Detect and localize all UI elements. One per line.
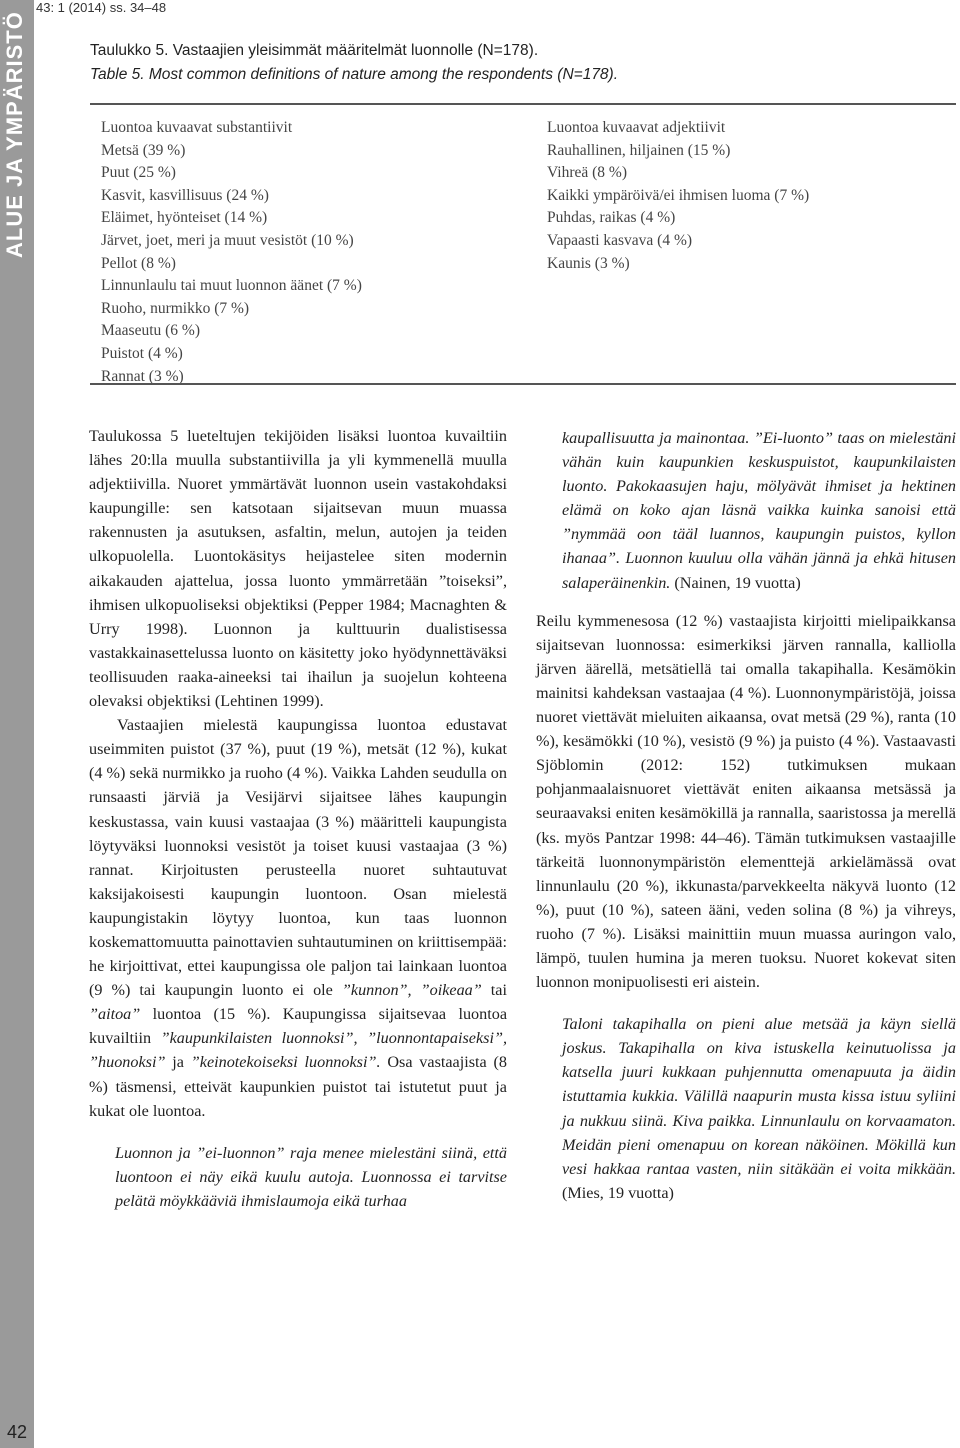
text-run: ja (165, 1053, 191, 1072)
table-cell: Metsä (39 %) (101, 141, 186, 159)
table-caption-en: Table 5. Most common definitions of nature among the respondents (N=178). (90, 66, 619, 83)
table-cell: Rauhallinen, hiljainen (15 %) (547, 141, 731, 159)
paragraph: Reilu kymmenesosa (12 %) vastaajista kirjoitti mielipaikkansa sijaitsevan luonnossa: esimerkiksi järven rannalla, kalliolla järven äärellä, metsätiellä tai omalla takapihalla. Kesämökin mainitsi kahdeksan vastaajaa (4 %). Luonnonympäristöjä, joissa nuoret viettävät mieluiten aikaansa, ovat metsä (29 %), ranta (10 %), kesämökki (10 %), vesistö (9 %) ja puisto (4 %). Vastaavasti Sjöblomin (2012: 152) tutkimuksen mukaan pohjanmaalaisnuoret viettävät eniten aikaansa metsässä ja seuraavaksi eniten kesämökillä ja rannalla, saaristossa ja merellä (ks. myös Pantzar 1998: 44–46). Tämän tutkimuksen vastaajille tärkeitä luonnonympäristön elementtejä arkielämässä ovat linnunlaulu (20 %), ikkunasta/parvekkeelta näkyvä luonto (12 %), puut (10 %), sateen ääni, veden solina (8 %) ja vihreys, ruoho (7 %). Lisäksi mainittiin muun muassa auringon valo, lämpö, tuulen humina ja meren tuoksu. Nuoret kokevat siten luonnon monipuolisesti eri aistein. (536, 611, 956, 992)
text-run-italic: ”aitoa” (89, 1005, 141, 1024)
text-run: tai (481, 981, 507, 1000)
text-run: luontoa (15 %). Kaupungissa sijaitsevaa luontoa kuvailtiin (89, 1005, 507, 1048)
table-cell: Kaikki ympäröivä/ei ihmisen luoma (7 %) (547, 186, 810, 204)
table-cell: Puhdas, raikas (4 %) (547, 209, 676, 227)
table-column-adjectives (547, 117, 809, 275)
sidebar-band (0, 0, 34, 1448)
text-run-italic: ”kunnon”, ”oikeaa” (341, 981, 482, 1000)
table-cell: Puistot (4 %) (101, 344, 183, 362)
text-run-italic: ”keinotekoiseksi luonnoksi”. (190, 1053, 381, 1072)
page-number: 42 (6, 1422, 28, 1442)
table-cell: Ruoho, nurmikko (7 %) (101, 299, 250, 317)
table-header-adjectives: Luontoa kuvaavat adjektiivit (547, 119, 726, 136)
respondent-quote-continued (536, 426, 956, 595)
text-run: Osa vastaajista (8 %) täsmensi, etteivät kaupunkien puistot tai istutetut puut ja kukat ole luontoa. (89, 1053, 507, 1120)
table-cell: Linnunlaulu tai muut luonnon äänet (7 %) (101, 277, 362, 295)
body-column-right (536, 426, 956, 1205)
table-cell: Pellot (8 %) (101, 254, 176, 272)
respondent-quote (536, 1012, 956, 1205)
table-cell: Kasvit, kasvillisuus (24 %) (101, 186, 269, 204)
quote-text: Taloni takapihalla on pieni alue metsää ja käyn siellä joskus. Takapihalla on kiva istuskella keinutuolissa ja katsella juuri kukkaan puhjennutta omenapuuta ja äidin istuttamia kukkia. Välillä naapurin musta kissa istuu syliini ja nukkuu siinä. Kiva paikka. Linnunlaulu on korvaamaton. Meidän pieni omenapuu on korean näköinen. Mökillä kun vesi hakkaa rantaa vasten, niin sitäkään ei voita mikkään. (562, 1015, 956, 1178)
table-cell: Rannat (3 %) (101, 367, 184, 385)
quote-attribution: (Nainen, 19 vuotta) (670, 573, 801, 592)
paragraph (89, 713, 507, 1123)
table-cell: Eläimet, hyönteiset (14 %) (101, 209, 268, 227)
journal-name: ALUE JA YMPÄRISTÖ (2, 11, 27, 258)
text-run-italic: ”kaupunkilaisten luonnoksi”, ”luonnontapaiseksi”, ”huonoksi” (89, 1029, 507, 1072)
table-cell: Vapaasti kasvava (4 %) (547, 231, 693, 249)
table-cell: Maaseutu (6 %) (101, 322, 200, 340)
text-run: Vastaajien mielestä kaupungissa luontoa edustavat useimmiten puistot (37 %), puut (19 %), metsät (12 %), kukat (4 %) sekä nurmikko ja ruoho (4 %). Vaikka Lahden seudulla on runsaasti järviä ja Vesijärvi sijaitsee lähes kaupungin keskustassa, vain kuusi vastaajaa (3 %) määritteli kaupungista löytyväksi luonnoksi vesistöt ja toiset kuusi vastaajaa (3 %) rannat. Kirjoitusten perusteella nuoret suhtautuvat kaksijakoisesti kaupungin luontoon. Osan mielestä kaupungistakin löytyy luontoa, kun taas luonnon koskemattomuutta painottavien suhtautuminen on kriittisempää: he kirjoittivat, ettei kaupungissa ole paljon tai lainkaan luontoa (9 %) tai kaupungin luonto ei ole (89, 716, 507, 1000)
paragraph: Taulukossa 5 lueteltujen tekijöiden lisäksi luontoa kuvailtiin lähes 20:lla muulla substantiivilla ja yli kymmenellä muulla adjektiivilla. Nuoret ymmärtävät luonnon usein vastakohdaksi kaupungille: sen katsotaan sijaitsevan muun muassa rakennusten ja asutuksen, asfaltin, melun, autojen ja teiden ulkopuolella. Luontokäsitys heijastelee siten modernin aikakauden ajattelua, jossa luonto ymmärretään ”toiseksi”, ihmisen ulkopuoliseksi objektiksi (Pepper 1984; Macnaghten & Urry 1998). Luonnon ja kulttuurin dualistisessa vastakkainasettelussa luonto on käsitetty joko hyödynnettäväksi teollisuuden raaka-aineeksi tai ihailun ja suojelun kohteena olevaksi objektiksi (Lehtinen 1999). (89, 427, 507, 711)
journal-reference: 43: 1 (2014) ss. 34–48 (36, 0, 167, 15)
table-header-nouns: Luontoa kuvaavat substantiivit (101, 119, 293, 136)
table-bottom-rule (90, 383, 956, 385)
quote-attribution: (Mies, 19 vuotta) (562, 1183, 674, 1202)
quote-text: kaupallisuutta ja mainontaa. ”Ei-luonto” taas on mielestäni vähän kuin kaupunkien keskuspuistot, kaupunkilaisten luonto. Pakokaasujen haju, mölyävät ihmiset ja hektinen elämä on koko ajan läsnä vaikka kuinka sanoisi että ”nymmää oon tääl luannos, kaupungin puistos, kyllon ihanaa”. Luonnon kuuluu olla vähän jännä ja ehkä hitusen salaperäinenkin. (562, 429, 956, 592)
table-cell: Vihreä (8 %) (547, 164, 627, 182)
table-caption-fi: Taulukko 5. Vastaajien yleisimmät määritelmät luonnolle (N=178). (90, 42, 539, 59)
body-column-left (89, 424, 507, 1213)
table-column-nouns (101, 117, 362, 388)
table-top-rule (90, 103, 956, 105)
table-cell: Järvet, joet, meri ja muut vesistöt (10 %) (101, 231, 354, 249)
table-cell: Puut (25 %) (101, 164, 176, 182)
respondent-quote: Luonnon ja ”ei-luonnon” raja menee mielestäni siinä, että luontoon ei näy eikä kuulu autoja. Luonnossa ei tarvitse pelätä möykkääviä ihmislaumoja eikä turhaa (115, 1143, 507, 1210)
table-cell: Kaunis (3 %) (547, 254, 630, 272)
